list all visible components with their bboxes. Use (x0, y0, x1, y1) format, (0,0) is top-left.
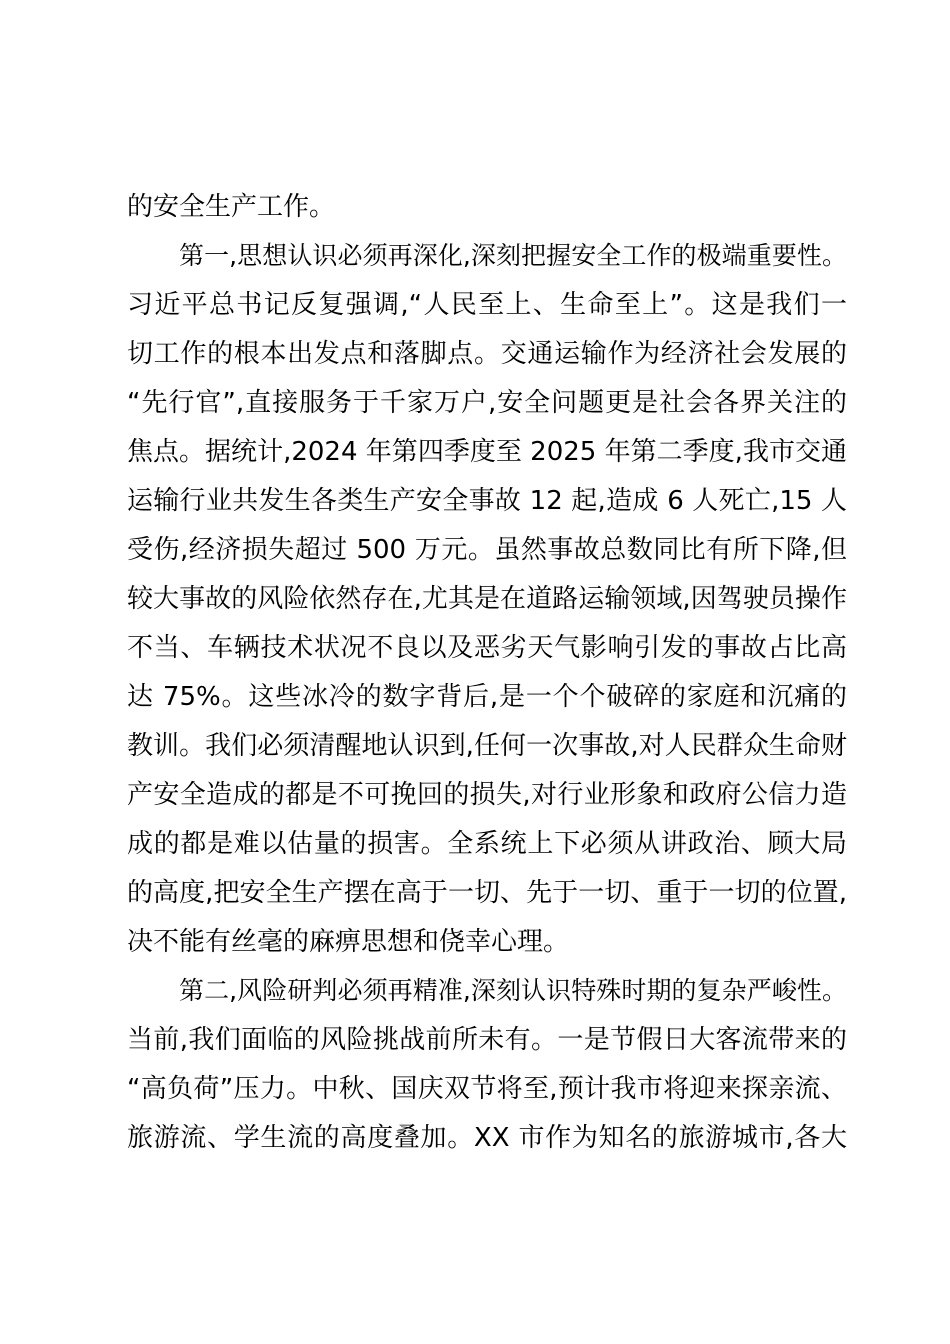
paragraph-heading-second: 第二,风险研判必须再精准,深刻认识特殊时期的复杂严峻性。 (179, 976, 847, 1005)
text-line: 当前,我们面临的风险挑战前所未有。一是节假日大客流带来的 (127, 1025, 847, 1055)
text-line: 的安全生产工作。 (127, 192, 336, 222)
text-line: “先行官”,直接服务于千家万户,安全问题更是社会各界关注的 (127, 388, 847, 418)
text-line: 不当、车辆技术状况不良以及恶劣天气影响引发的事故占比高 (127, 633, 847, 663)
text-line: 运输行业共发生各类生产安全事故 12 起,造成 6 人死亡,15 人 (127, 486, 847, 516)
text-line: 较大事故的风险依然存在,尤其是在道路运输领域,因驾驶员操作 (127, 584, 847, 614)
text-line: 的高度,把安全生产摆在高于一切、先于一切、重于一切的位置, (127, 878, 847, 908)
text-line: 产安全造成的都是不可挽回的损失,对行业形象和政府公信力造 (127, 780, 847, 810)
text-line: 决不能有丝毫的麻痹思想和侥幸心理。 (127, 927, 570, 957)
text-line: 成的都是难以估量的损害。全系统上下必须从讲政治、顾大局 (127, 829, 847, 859)
text-line: 切工作的根本出发点和落脚点。交通运输作为经济社会发展的 (127, 339, 847, 369)
text-line: 受伤,经济损失超过 500 万元。虽然事故总数同比有所下降,但 (127, 535, 847, 565)
text-line: 旅游流、学生流的高度叠加。XX 市作为知名的旅游城市,各大 (127, 1123, 847, 1153)
text-line: 习近平总书记反复强调,“人民至上、生命至上”。这是我们一 (127, 290, 847, 320)
text-line: 焦点。据统计,2024 年第四季度至 2025 年第二季度,我市交通 (127, 437, 847, 467)
text-line: “高负荷”压力。中秋、国庆双节将至,预计我市将迎来探亲流、 (127, 1074, 847, 1104)
paragraph-heading-first: 第一,思想认识必须再深化,深刻把握安全工作的极端重要性。 (179, 241, 847, 270)
text-line: 教训。我们必须清醒地认识到,任何一次事故,对人民群众生命财 (127, 731, 847, 761)
text-line: 达 75%。这些冰冷的数字背后,是一个个破碎的家庭和沉痛的 (127, 682, 847, 712)
